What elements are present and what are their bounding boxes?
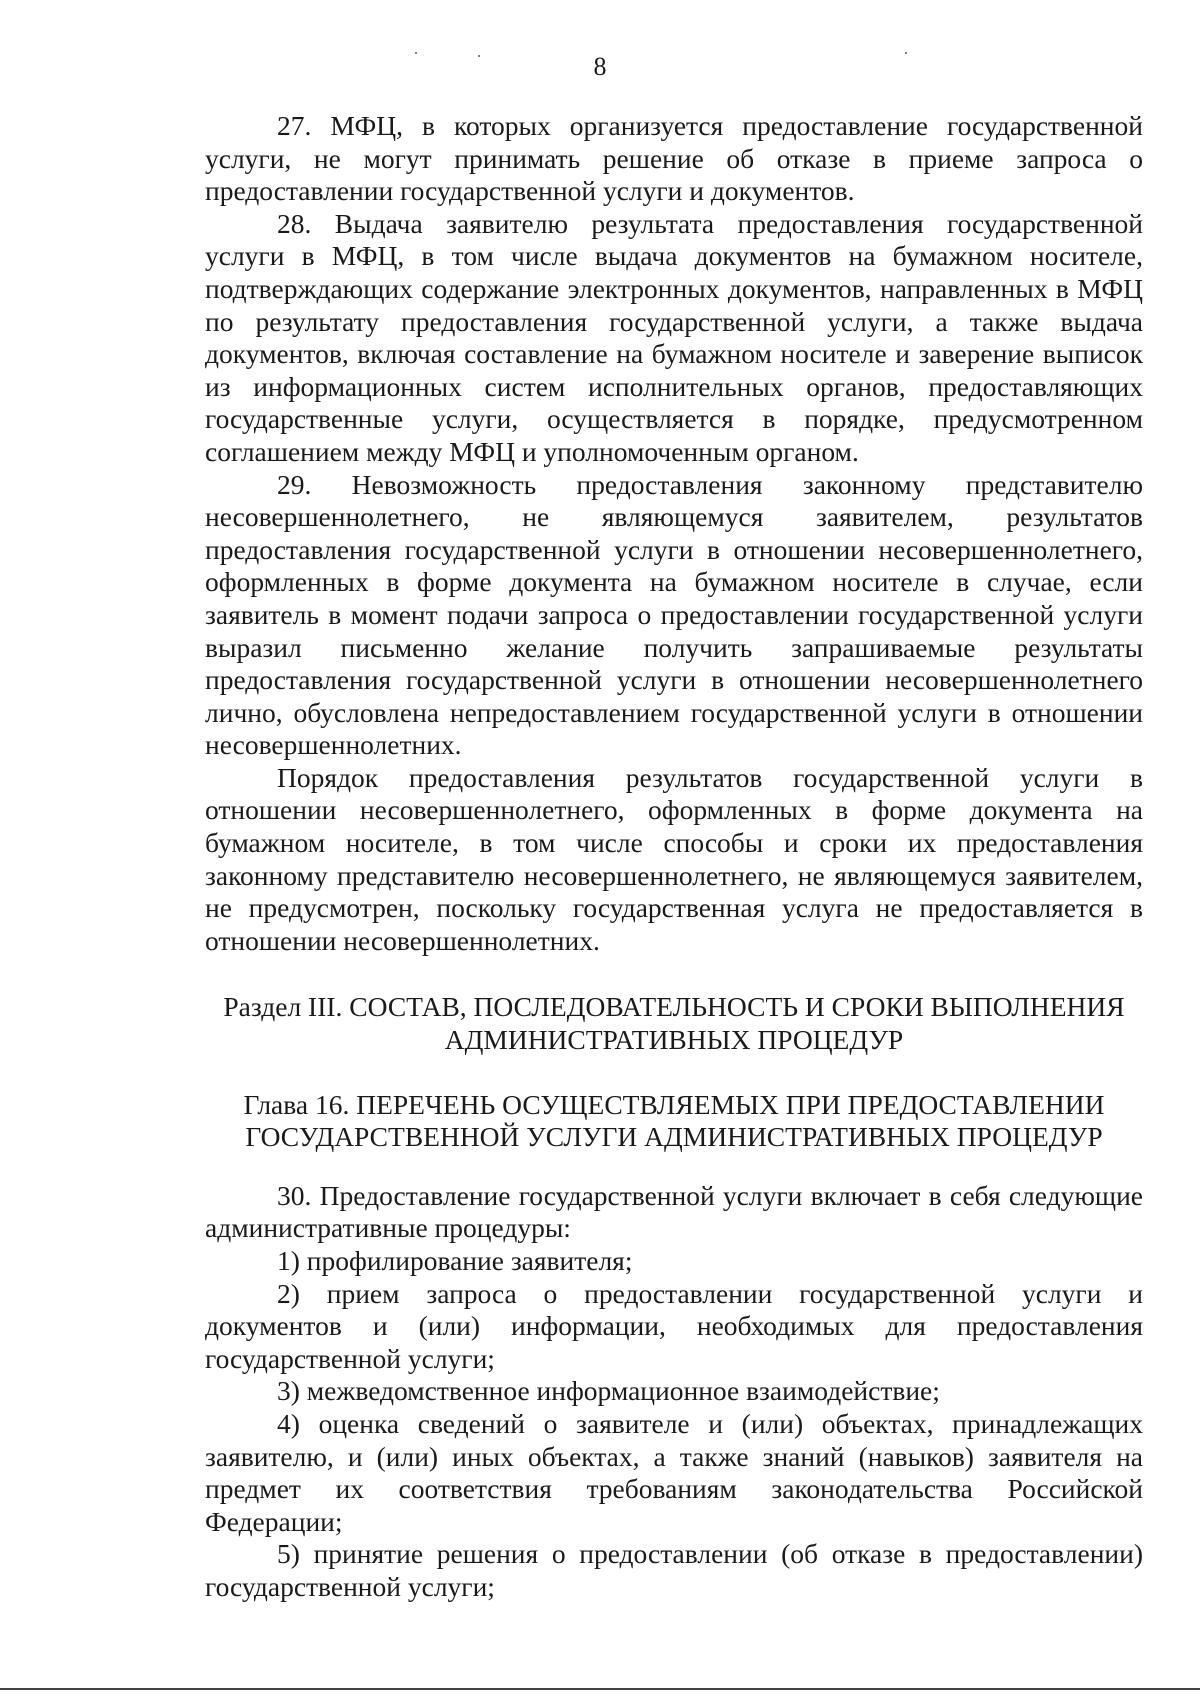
- procedure-item-5: 5) принятие решения о предоставлении (об отказе в предоставлении) государственной услуги;: [205, 1538, 1143, 1602]
- procedure-item-2: 2) прием запроса о предоставлении государственной услуги и документов и (или) информации, необходимых для предоставления государственной услуги;: [205, 1277, 1143, 1374]
- procedure-item-4: 4) оценка сведений о заявителе и (или) объектах, принадлежащих заявителю, и (или) иных объектах, а также знаний (навыков) заявителя на предмет их соответствия требованиям законодательства Российской Федерации;: [205, 1407, 1143, 1537]
- paragraph-29: 29. Невозможность предоставления законному представителю несовершеннолетнего, не являющемуся заявителем, результатов предоставления государственной услуги в отношении несовершеннолетнего, оформленных в форме документа на бумажном носителе в случае, если заявитель в момент подачи запроса о предоставлении государственной услуги выразил письменно желание получить запрашиваемые результаты предоставления государственной услуги в отношении несовершеннолетнего лично, обусловлена непредоставлением государственной услуги в отношении несовершеннолетних.: [205, 468, 1143, 761]
- section-heading-line-1: Раздел III. СОСТАВ, ПОСЛЕДОВАТЕЛЬНОСТЬ И СРОКИ ВЫПОЛНЕНИЯ: [223, 991, 1125, 1023]
- scan-bottom-edge: [0, 1688, 1200, 1690]
- page-number: 8: [593, 52, 607, 81]
- paragraph-30: 30. Предоставление государственной услуги включает в себя следующие административные процедуры:: [205, 1179, 1143, 1244]
- paragraph-27: 27. МФЦ, в которых организуется предоставление государственной услуги, не могут принимать решение об отказе в приеме запроса о предоставлении государственной услуги и документов.: [205, 110, 1143, 207]
- document-body: [205, 110, 1143, 1604]
- chapter-heading-line-2: ГОСУДАРСТВЕННОЙ УСЛУГИ АДМИНИСТРАТИВНЫХ ПРОЦЕДУР: [245, 1121, 1103, 1153]
- chapter-heading-line-1: Глава 16. ПЕРЕЧЕНЬ ОСУЩЕСТВЛЯЕМЫХ ПРИ ПРЕДОСТАВЛЕНИИ: [243, 1088, 1105, 1120]
- procedure-item-3: 3) межведомственное информационное взаимодействие;: [277, 1375, 940, 1407]
- procedure-item-1: 1) профилирование заявителя;: [277, 1245, 633, 1276]
- section-heading: [205, 991, 1143, 1056]
- paragraph-29-continuation: Порядок предоставления результатов государственной услуги в отношении несовершеннолетнего, оформленных в форме документа на бумажном носителе, в том числе способы и сроки их предоставления законному представителю несовершеннолетнего, не являющемуся заявителем, не предусмотрен, поскольку государственная услуга не предоставляется в отношении несовершеннолетних.: [205, 761, 1143, 956]
- spacer: [205, 1057, 1143, 1089]
- section-heading-line-2: АДМИНИСТРАТИВНЫХ ПРОЦЕДУР: [444, 1024, 904, 1056]
- chapter-heading: [205, 1089, 1143, 1154]
- spacer: [205, 1154, 1143, 1180]
- paragraph-28: 28. Выдача заявителю результата предоставления государственной услуги в МФЦ, в том числе выдача документов на бумажном носителе, подтверждающих содержание электронных документов, направленных в МФЦ по результату предоставления государственной услуги, а также выдача документов, включая составление на бумажном носителе и заверение выписок из информационных систем исполнительных органов, предоставляющих государственные услуги, осуществляется в порядке, предусмотренном соглашением между МФЦ и уполномоченным органом.: [205, 207, 1143, 467]
- spacer: [205, 957, 1143, 991]
